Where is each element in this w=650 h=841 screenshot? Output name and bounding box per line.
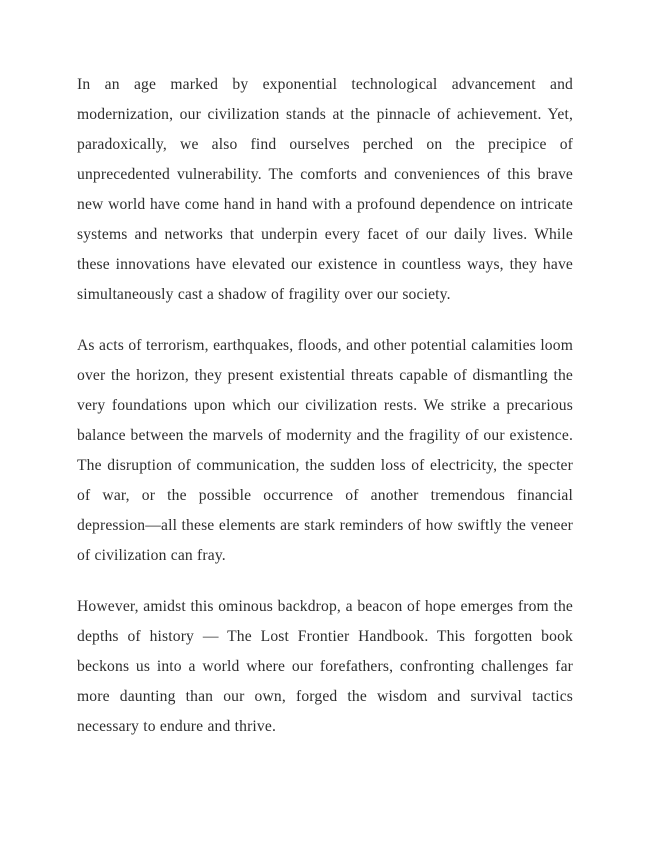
body-paragraph-1: In an age marked by exponential technological advancement and modernization, our civilization stands at the pinnacle of achievement. Yet, paradoxically, we also find ourselves perched on the precipice of unprecedented vulnerability. The comforts and conveniences of this brave new world have come hand in hand with a profound dependence on intricate systems and networks that underpin every facet of our daily lives. While these innovations have elevated our existence in countless ways, they have simultaneously cast a shadow of fragility over our society. [77,76,573,303]
document-body [77,70,573,742]
body-paragraph-2: As acts of terrorism, earthquakes, floods, and other potential calamities loom over the horizon, they present existential threats capable of dismantling the very foundations upon which our civilization rests. We strike a precarious balance between the marvels of modernity and the fragility of our existence. The disruption of communication, the sudden loss of electricity, the specter of war, or the possible occurrence of another tremendous financial depression—all these elements are stark reminders of how swiftly the veneer of civilization can fray. [77,337,573,564]
body-paragraph-3: However, amidst this ominous backdrop, a beacon of hope emerges from the depths of history — The Lost Frontier Handbook. This forgotten book beckons us into a world where our forefathers, confronting challenges far more daunting than our own, forged the wisdom and survival tactics necessary to endure and thrive. [77,598,573,735]
